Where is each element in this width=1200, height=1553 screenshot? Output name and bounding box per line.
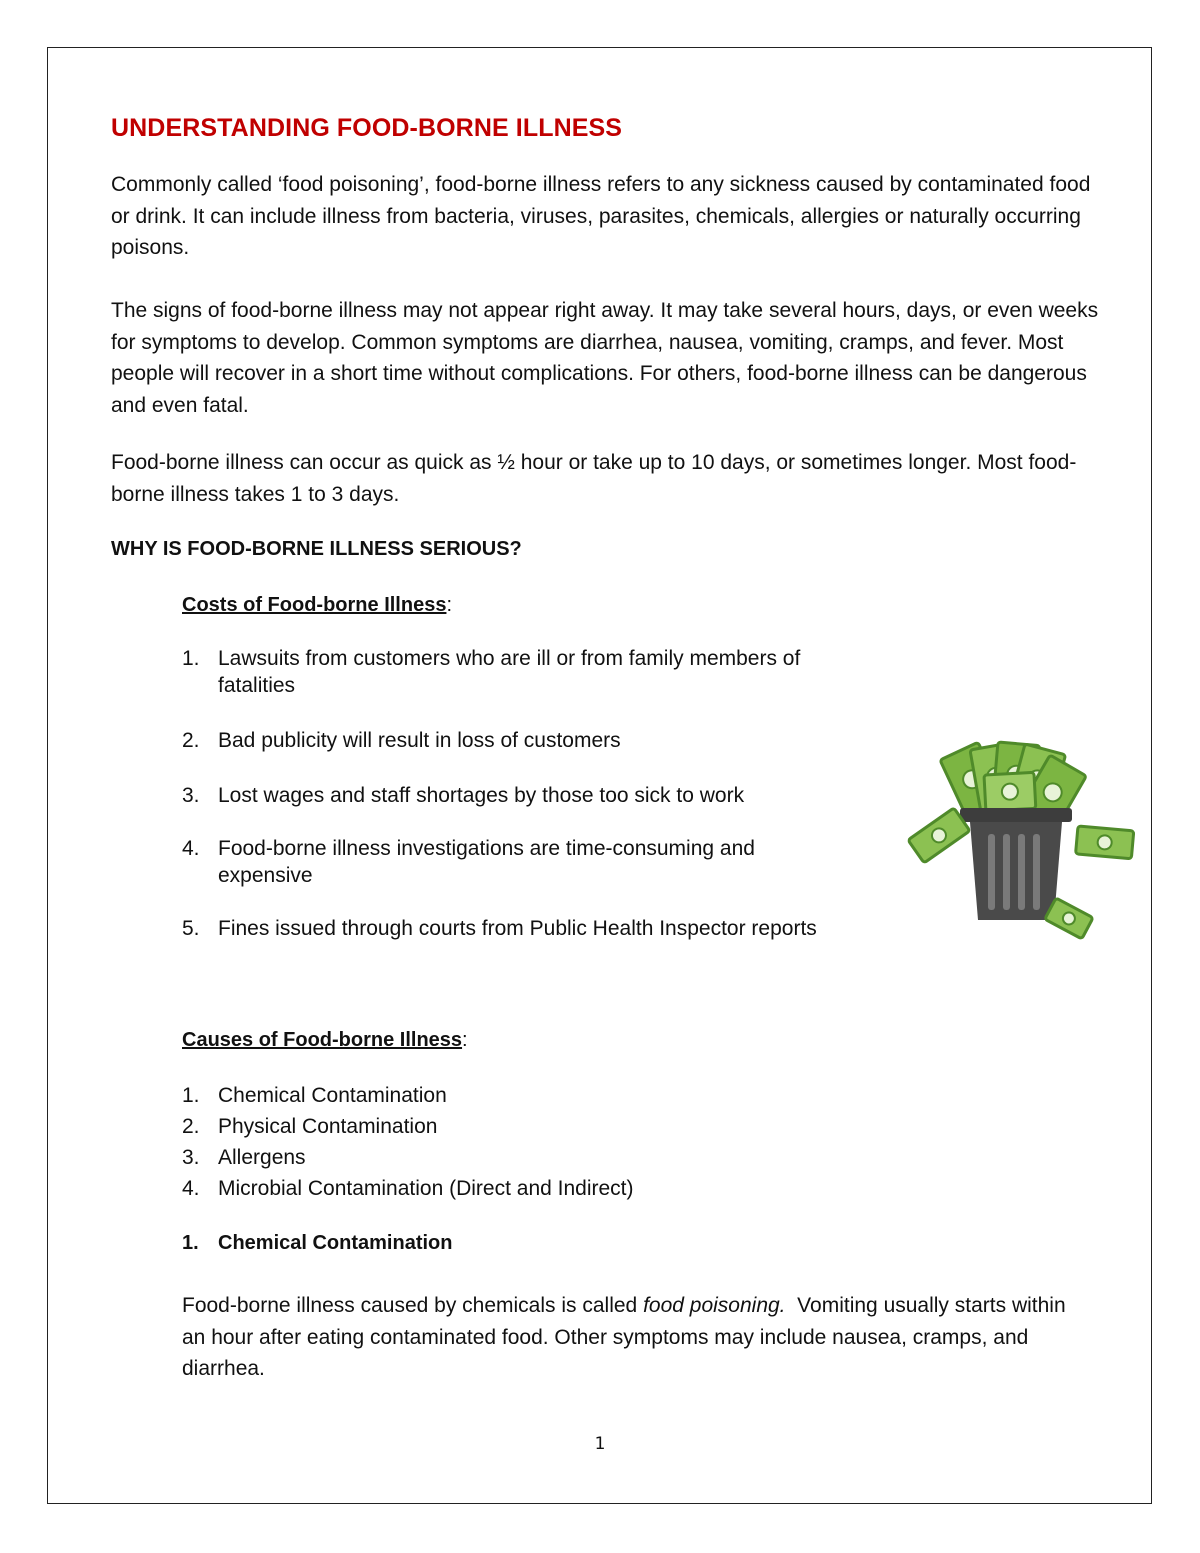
list-number: 1. [182,1084,200,1107]
list-number: 4. [182,1177,200,1200]
list-text: Food-borne illness investigations are time-consuming and expensive [218,837,755,887]
page-number: 1 [594,1434,606,1454]
costs-list [182,645,862,942]
money-in-trash-can-icon [900,730,1140,950]
list-text: Allergens [218,1146,306,1169]
onset-paragraph: Food-borne illness can occur as quick as ½ hour or take up to 10 days, or sometimes longer. Most food-borne illness takes 1 to 3 days. [111,451,1077,506]
chemical-text-end: Vomiting usually starts within an hour after eating contaminated food. Other symptoms may include nausea, cramps, and diarrhea. [182,1294,1072,1380]
causes-heading-colon: : [462,1029,468,1051]
list-item [182,1111,882,1142]
causes-list [182,1080,882,1204]
chemical-heading [182,1232,452,1255]
list-item [182,1080,882,1111]
costs-heading [182,594,452,617]
list-item [182,1173,882,1204]
chemical-heading-number: 1. [182,1232,199,1254]
list-number: 3. [182,784,200,807]
list-text: Lawsuits from customers who are ill or from family members of fatalities [218,647,801,697]
flying-bill [1045,898,1093,939]
list-number: 1. [182,647,200,670]
chemical-text-italic: food poisoning. [643,1294,786,1317]
chemical-heading-label: Chemical Contamination [218,1232,453,1254]
flying-bill [1076,826,1134,859]
chemical-text-start: Food-borne illness caused by chemicals is called [182,1294,644,1317]
flying-bill [908,808,970,863]
causes-heading-label: Causes of Food-borne Illness [182,1029,463,1051]
list-item [182,915,862,942]
list-item [182,645,862,699]
list-text: Microbial Contamination (Direct and Indirect) [218,1177,634,1200]
list-item [182,727,862,754]
costs-heading-colon: : [446,594,453,616]
list-number: 2. [182,729,200,752]
list-text: Fines issued through courts from Public Health Inspector reports [218,917,817,940]
causes-heading [182,1029,468,1052]
chemical-paragraph [182,1290,1082,1385]
intro-paragraph: Commonly called ‘food poisoning’, food-borne illness refers to any sickness caused by contaminated food or drink. It can include illness from bacteria, viruses, parasites, chemicals, allergies or naturally occurring poisons. [111,173,1091,259]
list-item [182,835,862,889]
list-text: Bad publicity will result in loss of customers [218,729,621,752]
list-number: 2. [182,1115,200,1138]
list-number: 4. [182,837,200,860]
list-item [182,1142,882,1173]
list-item [182,782,862,809]
costs-heading-label: Costs of Food-borne Illness [182,594,447,616]
symptoms-paragraph: The signs of food-borne illness may not appear right away. It may take several hours, days, or even weeks for symptoms to develop. Common symptoms are diarrhea, nausea, vomiting, cramps, and fever. Most people will recover in a short time without complications. For others, food-borne illness can be dangerous and even fatal. [111,299,1099,417]
section-heading: WHY IS FOOD-BORNE ILLNESS SERIOUS? [111,538,522,560]
list-text: Chemical Contamination [218,1084,447,1107]
document-title: UNDERSTANDING FOOD-BORNE ILLNESS [111,114,623,142]
list-text: Lost wages and staff shortages by those too sick to work [218,784,745,807]
list-number: 5. [182,917,200,940]
list-number: 3. [182,1146,200,1169]
list-text: Physical Contamination [218,1115,438,1138]
